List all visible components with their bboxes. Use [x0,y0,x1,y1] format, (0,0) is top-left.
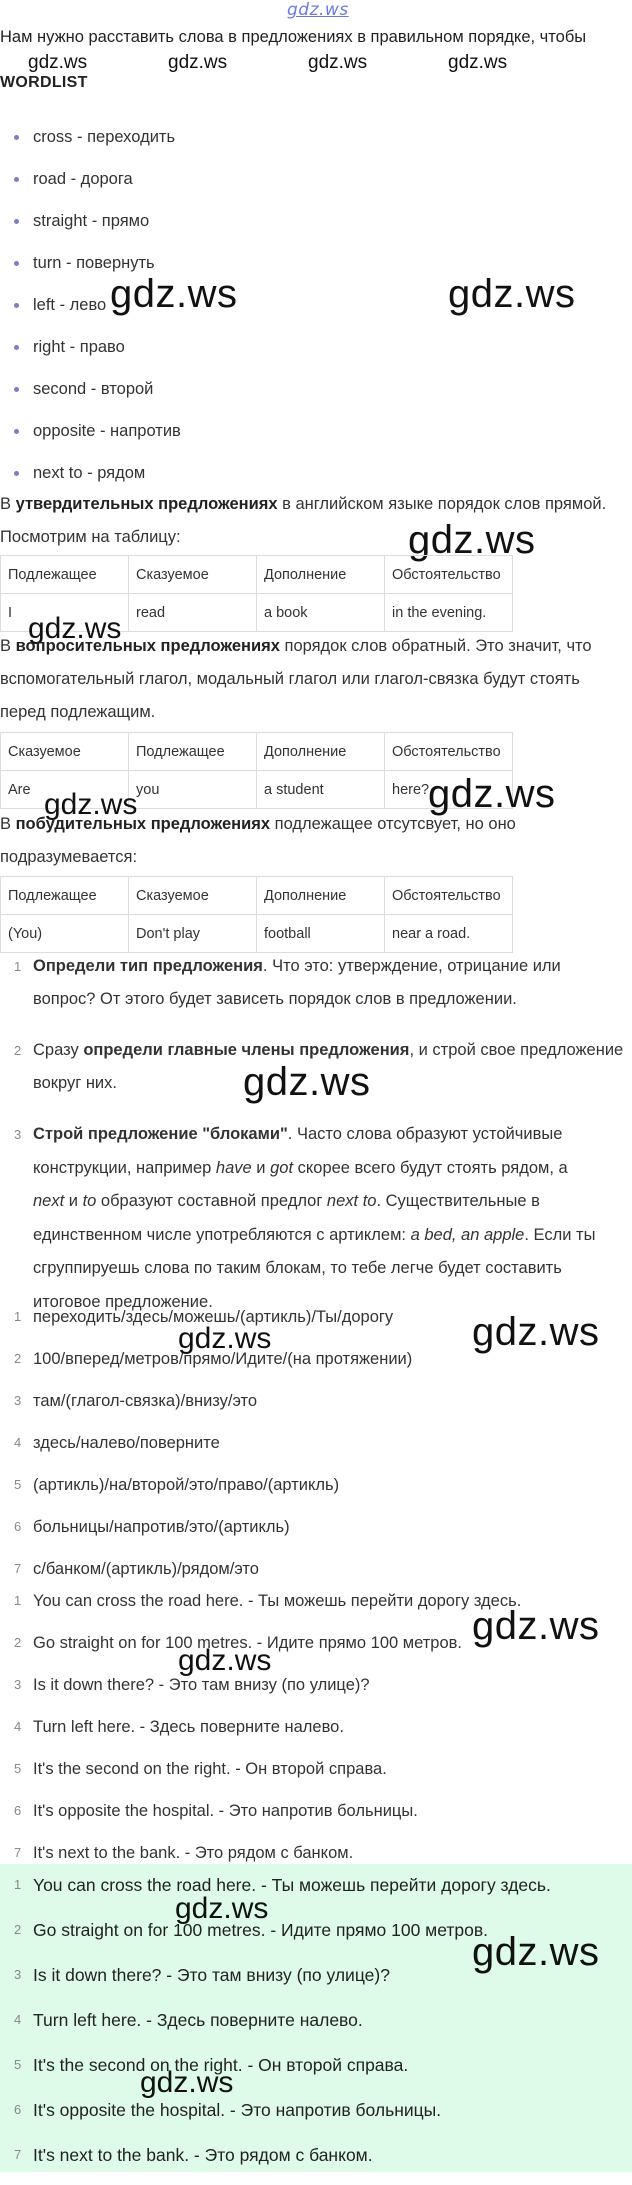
table-cell: Обстоятельство [385,556,513,594]
table-cell: (You) [1,915,129,953]
list-item: 7 It's next to the bank. - Это рядом с банком. [14,1844,354,1862]
table-row [1,915,513,953]
watermark: gdz.ws [175,1892,269,1925]
item-number: 3 [14,1127,22,1142]
table-cell: near a road. [385,915,513,953]
list-item: 3 там/(глагол-связка)/внизу/это [14,1392,258,1410]
watermark: gdz.ws [178,1644,272,1677]
watermark: gdz.ws [428,772,556,816]
wordlist-title: WORDLIST [0,74,88,91]
table-cell: a student [257,771,385,809]
table-header-row [1,556,513,594]
answer-box-list [0,1870,632,2185]
item-number: 2 [14,1043,22,1058]
imperative-paragraph: В побудительных предложениях подлежащее отсутсвует, но оно подразумевается: [0,815,516,866]
bold-term: побудительных предложениях [15,815,271,833]
table-cell: Сказуемое [129,556,257,594]
table-cell: Дополнение [257,733,385,771]
table-cell: Дополнение [257,877,385,915]
table-cell: Are [1,771,129,809]
list-item: 1 переходить/здесь/можешь/(артикль)/Ты/дорогу [14,1308,394,1326]
table-header-row [1,877,513,915]
bold-term: Определи тип предложения [33,957,263,975]
table-cell: Подлежащее [129,733,257,771]
table-cell: you [129,771,257,809]
watermark: gdz.ws [448,272,576,316]
table-header-row [1,733,513,771]
watermark: gdz.ws [28,612,122,645]
table-cell: I [1,594,129,632]
interrogative-paragraph: В вопросительных предложениях порядок слов обратный. Это значит, что вспомогательный глагол, модальный глагол или глагол-связка будут стоять перед подлежащим. [0,637,592,721]
list-item: 1 You can cross the road here. - Ты можешь перейти дорогу здесь. [14,1592,522,1610]
watermark: gdz.ws [308,52,368,73]
answer-box [0,1864,632,2172]
watermark: gdz.ws [448,52,508,73]
table-cell: Подлежащее [1,877,129,915]
tip-item: 3 Строй предложение "блоками". Часто слова образуют устойчивые конструкции, например have и got скорее всего будут стоять рядом, а next и to образуют составной предлог next to. Существительные в единственном числе употребляются с артиклем: a bed, an apple. Если ты сгруппируешь слова по таким блокам, то тебе легче будет составить итоговое предложение. [0,1118,632,1319]
wordlist-item: next to - рядом [0,452,181,494]
wordlist-item: turn - повернуть [0,242,181,284]
wordlist-item: right - право [0,326,181,368]
table-cell: in the evening. [385,594,513,632]
list-item: 2 100/вперед/метров/прямо/Идите/(на протяжении) [14,1350,413,1368]
watermark: gdz.ws [472,1604,600,1648]
wordlist-item: left - лево [0,284,181,326]
list-item: 4 Turn left here. - Здесь поверните налево. [14,2010,363,2030]
list-item: 1 You can cross the road here. - Ты можешь перейти дорогу здесь. [14,1875,551,1895]
table-cell: read [129,594,257,632]
tips-list [0,950,632,1319]
list-item: 3 Is it down there? - Это там внизу (по улице)? [14,1965,390,1985]
list-item: 7 It's next to the bank. - Это рядом с банком. [14,2145,373,2165]
list-item: 3 Is it down there? - Это там внизу (по улице)? [14,1676,370,1694]
watermark: gdz.ws [408,518,536,562]
table-cell: a book [257,594,385,632]
bold-term: вопросительных предложениях [15,637,280,655]
list-item: 4 здесь/налево/поверните [14,1434,220,1452]
wordlist-item: opposite - напротив [0,410,181,452]
imperative-table [0,876,513,953]
watermark: gdz.ws [44,788,138,821]
watermark: gdz.ws [28,52,88,73]
tip-item: 1 Определи тип предложения. Что это: утверждение, отрицание или вопрос? От этого будет зависеть порядок слов в предложении. [0,950,632,1034]
list-item: 6 It's opposite the hospital. - Это напротив больницы. [14,1802,418,1820]
list-item: 7 с/банком/(артикль)/рядом/это [14,1560,259,1578]
list-item: 5 It's the second on the right. - Он второй справа. [14,2055,409,2075]
list-item: 5 It's the second on the right. - Он второй справа. [14,1760,387,1778]
table-cell: football [257,915,385,953]
table-cell: Don't play [129,915,257,953]
list-item: 4 Turn left here. - Здесь поверните налево. [14,1718,344,1736]
list-item: 6 It's opposite the hospital. - Это напротив больницы. [14,2100,442,2120]
tip-item: 2 Сразу определи главные члены предложения, и строй свое предложение вокруг них. [0,1034,632,1118]
intro-text: Нам нужно расставить слова в предложениях в правильном порядке, чтобы [0,28,587,46]
list-item: 5 (артикль)/на/второй/это/право/(артикль) [14,1476,340,1494]
watermark: gdz.ws [472,1310,600,1354]
watermark: gdz.ws [178,1322,272,1355]
table-cell: Подлежащее [1,556,129,594]
wordlist-item: second - второй [0,368,181,410]
table-cell: Обстоятельство [385,877,513,915]
affirmative-paragraph: В утвердительных предложениях в английском языке порядок слов прямой. Посмотрим на таблицу: [0,495,607,546]
table-cell: Сказуемое [1,733,129,771]
bold-term: утвердительных предложениях [15,495,278,513]
table-cell: here? [385,771,513,809]
watermark: gdz.ws [110,272,238,316]
table-cell: Сказуемое [129,877,257,915]
list-item: 2 Go straight on for 100 metres. - Идите прямо 100 метров. [14,1920,488,1940]
bold-term: определи главные члены предложения [83,1041,410,1059]
list-item: 6 больницы/напротив/это/(артикль) [14,1518,290,1536]
item-number: 1 [14,959,22,974]
wordlist-item: road - дорога [0,158,181,200]
watermark: gdz.ws [243,1060,371,1104]
bold-term: Строй предложение "блоками" [33,1125,288,1143]
watermark: gdz.ws [472,1930,600,1974]
watermark: gdz.ws [140,2066,234,2099]
wordlist-item: straight - прямо [0,200,181,242]
table-cell: Обстоятельство [385,733,513,771]
table-cell: Дополнение [257,556,385,594]
wordlist-item: cross - переходить [0,116,181,158]
watermark: gdz.ws [168,52,228,73]
site-logo[interactable]: gdz.ws [287,0,349,20]
list-item: 2 Go straight on for 100 metres. - Идите прямо 100 метров. [14,1634,462,1652]
